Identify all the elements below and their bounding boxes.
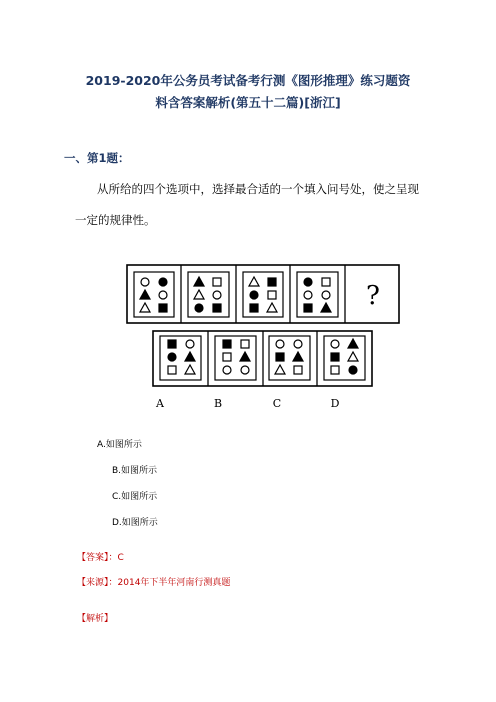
option-panel-c — [269, 336, 310, 380]
document-title-line-2: 料含答案解析(第五十二篇)[浙江] — [155, 95, 341, 110]
question-row — [127, 265, 399, 323]
question-panel-2 — [188, 272, 229, 317]
analysis-label: 【解析】 — [77, 614, 114, 624]
question-panel-1 — [134, 272, 174, 317]
option-panel-d — [324, 336, 365, 380]
option-panel-b — [215, 336, 256, 380]
answer-line — [77, 550, 124, 563]
option-letter-d: D — [330, 397, 340, 410]
document-title-line-1: 2019-2020年公务员考试备考行测《图形推理》练习题资 — [85, 73, 411, 88]
option-letter-a: A — [156, 397, 164, 410]
analysis-line — [77, 611, 113, 624]
option-d-text: D.如图所示 — [112, 518, 158, 528]
option-letter-c: C — [272, 397, 282, 410]
source-line — [77, 575, 230, 588]
question-panel-4 — [297, 272, 338, 317]
option-a-text: A.如图所示 — [97, 440, 142, 450]
option-panel-a — [160, 336, 201, 380]
option-letter-b: B — [213, 397, 223, 410]
question-mark: ? — [366, 281, 380, 311]
answer-label: 【答案】 — [77, 553, 109, 563]
option-b-text: B.如图所示 — [112, 466, 158, 476]
question-panel-3 — [243, 272, 283, 317]
question-text-line-1: 从所给的四个选项中，选择最合适的一个填入问号处，使之呈现 — [97, 182, 419, 196]
source-value: ：2014年下半年河南行测真题 — [108, 578, 231, 588]
question-heading: 一、第1题： — [64, 151, 130, 165]
question-text-line-2: 一定的规律性。 — [75, 213, 156, 227]
option-c-text: C.如图所示 — [112, 492, 158, 502]
source-label: 【来源】 — [77, 578, 109, 588]
answer-value: ：C — [108, 553, 124, 563]
